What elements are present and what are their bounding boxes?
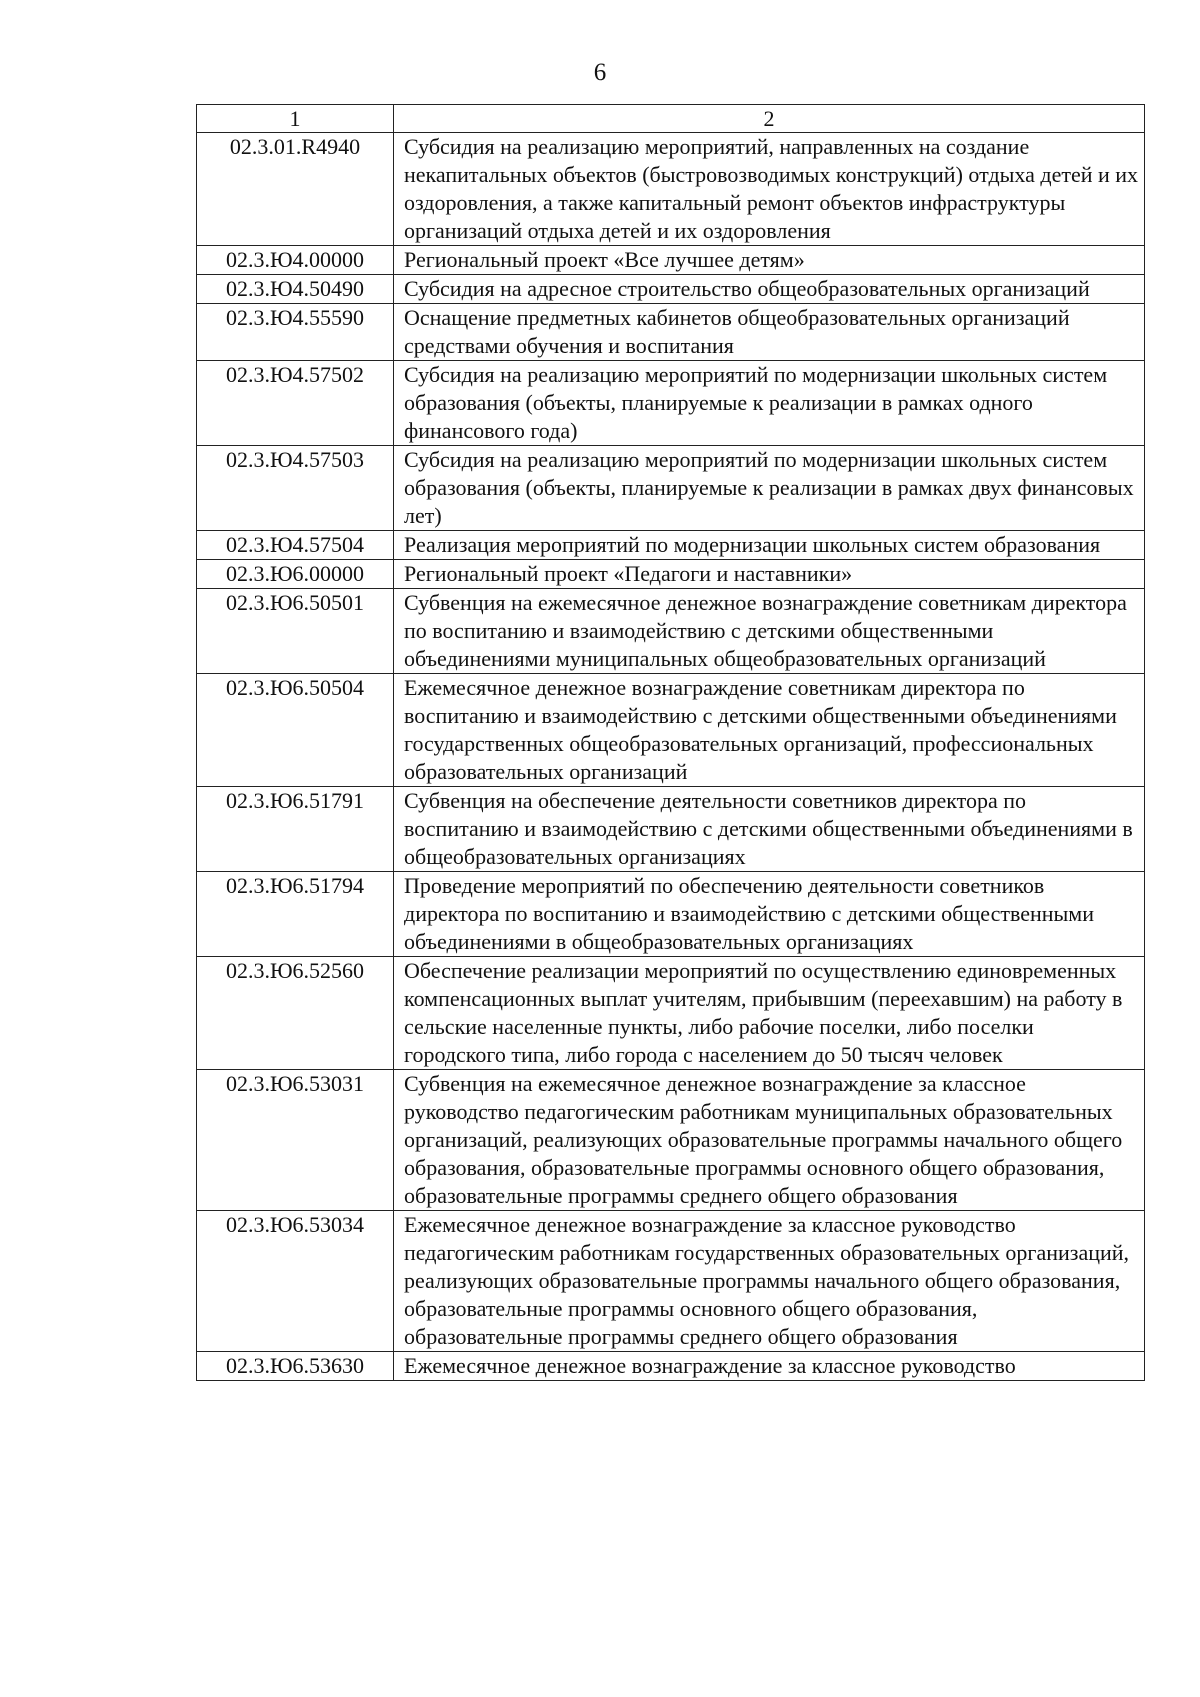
table-header-row — [197, 105, 1145, 133]
row-code: 02.3.Ю6.53034 — [197, 1211, 394, 1352]
table-row — [197, 957, 1145, 1070]
row-code: 02.3.Ю4.57504 — [197, 531, 394, 560]
table-row — [197, 589, 1145, 674]
table-row — [197, 674, 1145, 787]
page-number: 6 — [593, 59, 607, 86]
column-header-2: 2 — [394, 105, 1145, 133]
row-code: 02.3.Ю6.00000 — [197, 560, 394, 589]
row-description: Региональный проект «Все лучшее детям» — [394, 246, 1145, 275]
row-description: Субвенция на ежемесячное денежное вознаграждение советникам директора по воспитанию и взаимодействию с детскими общественными объединениями муниципальных общеобразовательных организаций — [394, 589, 1145, 674]
row-code: 02.3.Ю6.50501 — [197, 589, 394, 674]
row-description: Субсидия на реализацию мероприятий по модернизации школьных систем образования (объекты, планируемые к реализации в рамках двух финансовых лет) — [394, 446, 1145, 531]
table-row — [197, 246, 1145, 275]
row-description: Ежемесячное денежное вознаграждение за классное руководство педагогическим работникам государственных образовательных организаций, реализующих образовательные программы начального общего образования, образовательные программы основного общего образования, образовательные программы среднего общего образования — [394, 1211, 1145, 1352]
row-description: Ежемесячное денежное вознаграждение за классное руководство — [394, 1352, 1145, 1381]
row-code: 02.3.Ю6.53630 — [197, 1352, 394, 1381]
column-header-1: 1 — [197, 105, 394, 133]
budget-codes-table — [196, 104, 1145, 1381]
table-row — [197, 872, 1145, 957]
table-row — [197, 531, 1145, 560]
row-description: Субвенция на обеспечение деятельности советников директора по воспитанию и взаимодействию с детскими общественными объединениями в общеобразовательных организациях — [394, 787, 1145, 872]
table-row — [197, 1211, 1145, 1352]
row-code: 02.3.Ю4.57502 — [197, 361, 394, 446]
row-description: Обеспечение реализации мероприятий по осуществлению единовременных компенсационных выплат учителям, прибывшим (переехавшим) на работу в сельские населенные пункты, либо рабочие поселки, либо поселки городского типа, либо города с населением до 50 тысяч человек — [394, 957, 1145, 1070]
row-code: 02.3.Ю6.51794 — [197, 872, 394, 957]
row-description: Региональный проект «Педагоги и наставники» — [394, 560, 1145, 589]
row-code: 02.3.Ю4.00000 — [197, 246, 394, 275]
row-description: Субсидия на реализацию мероприятий, направленных на создание некапитальных объектов (быстровозводимых конструкций) отдыха детей и их оздоровления, а также капитальный ремонт объектов инфраструктуры организаций отдыха детей и их оздоровления — [394, 133, 1145, 246]
row-code: 02.3.Ю4.57503 — [197, 446, 394, 531]
row-description: Ежемесячное денежное вознаграждение советникам директора по воспитанию и взаимодействию с детскими общественными объединениями государственных общеобразовательных организаций, профессиональных образовательных организаций — [394, 674, 1145, 787]
table-row — [197, 787, 1145, 872]
table-row — [197, 1352, 1145, 1381]
table-row — [197, 361, 1145, 446]
table-row — [197, 275, 1145, 304]
row-description: Оснащение предметных кабинетов общеобразовательных организаций средствами обучения и воспитания — [394, 304, 1145, 361]
row-code: 02.3.Ю6.53031 — [197, 1070, 394, 1211]
table-row — [197, 304, 1145, 361]
row-description: Проведение мероприятий по обеспечению деятельности советников директора по воспитанию и взаимодействию с детскими общественными объединениями в общеобразовательных организациях — [394, 872, 1145, 957]
row-code: 02.3.Ю6.52560 — [197, 957, 394, 1070]
table-row — [197, 560, 1145, 589]
row-code: 02.3.Ю6.50504 — [197, 674, 394, 787]
table-row — [197, 1070, 1145, 1211]
row-code: 02.3.Ю6.51791 — [197, 787, 394, 872]
row-description: Субвенция на ежемесячное денежное вознаграждение за классное руководство педагогическим работникам муниципальных образовательных организаций, реализующих образовательные программы начального общего образования, образовательные программы основного общего образования, образовательные программы среднего общего образования — [394, 1070, 1145, 1211]
row-code: 02.3.Ю4.50490 — [197, 275, 394, 304]
table-row — [197, 133, 1145, 246]
row-description: Реализация мероприятий по модернизации школьных систем образования — [394, 531, 1145, 560]
table-row — [197, 446, 1145, 531]
row-code: 02.3.01.R4940 — [197, 133, 394, 246]
row-description: Субсидия на адресное строительство общеобразовательных организаций — [394, 275, 1145, 304]
row-code: 02.3.Ю4.55590 — [197, 304, 394, 361]
row-description: Субсидия на реализацию мероприятий по модернизации школьных систем образования (объекты, планируемые к реализации в рамках одного финансового года) — [394, 361, 1145, 446]
